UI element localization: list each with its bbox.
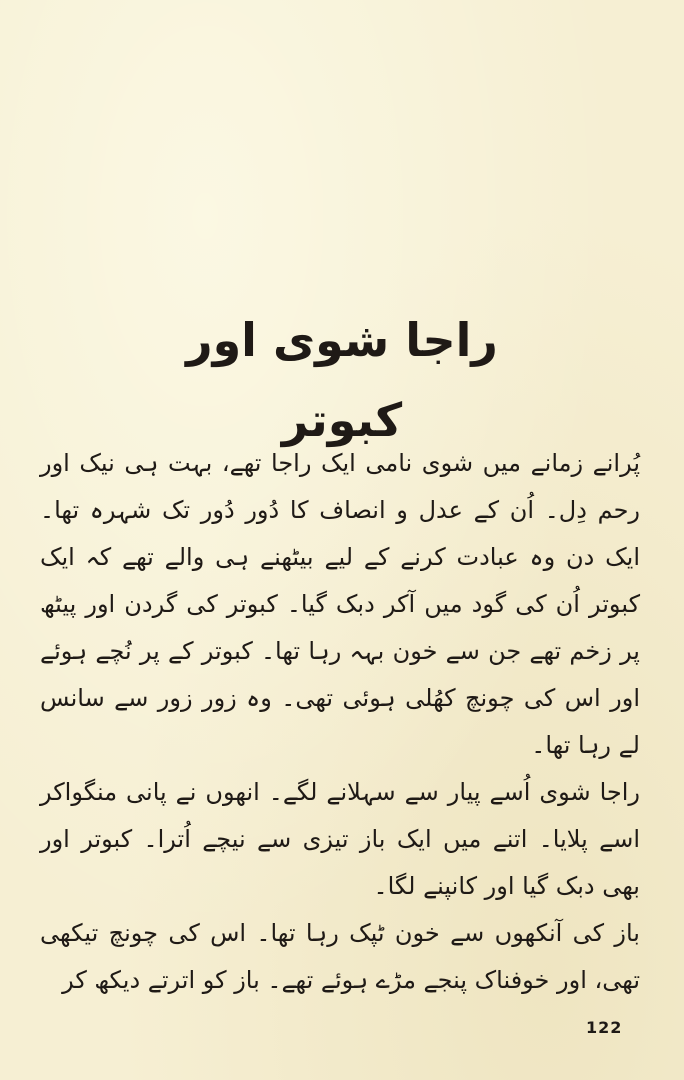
paragraph-1: پُرانے زمانے میں شوی نامی ایک راجا تھے، بہت ہی نیک اور رحم دِل۔ اُن کے عدل و انصاف کا دُور دُور تک شہرہ تھا۔ ایک دن وہ عبادت کرنے کے لیے بیٹھنے ہی والے تھے کہ ایک کبوتر اُن کی گود میں آکر دبک گیا۔ کبوتر کی گردن اور پیٹھ پر زخم تھے جن سے خون بہہ رہا تھا۔ کبوتر کے پر نُچے ہوئے اور اس کی چونچ کھُلی ہوئی تھی۔ وہ زور زور سے سانس لے رہا تھا۔	[40, 449, 640, 759]
paragraph-3: باز کی آنکھوں سے خون ٹپک رہا تھا۔ اس کی چونچ تیکھی تھی، اور خوفناک پنجے مڑے ہوئے تھے۔ باز کو اترتے دیکھ کر	[40, 919, 640, 994]
page-number: 122	[586, 1018, 623, 1037]
story-text	[40, 440, 640, 1004]
paragraph-2: راجا شوی اُسے پیار سے سہلانے لگے۔ انھوں نے پانی منگواکر اسے پلایا۔ اتنے میں ایک باز تیزی سے نیچے اُترا۔ کبوتر اور بھی دبک گیا اور کانپنے لگا۔	[40, 778, 640, 900]
chapter-title: راجا شوی اور کبوتر	[186, 313, 498, 447]
